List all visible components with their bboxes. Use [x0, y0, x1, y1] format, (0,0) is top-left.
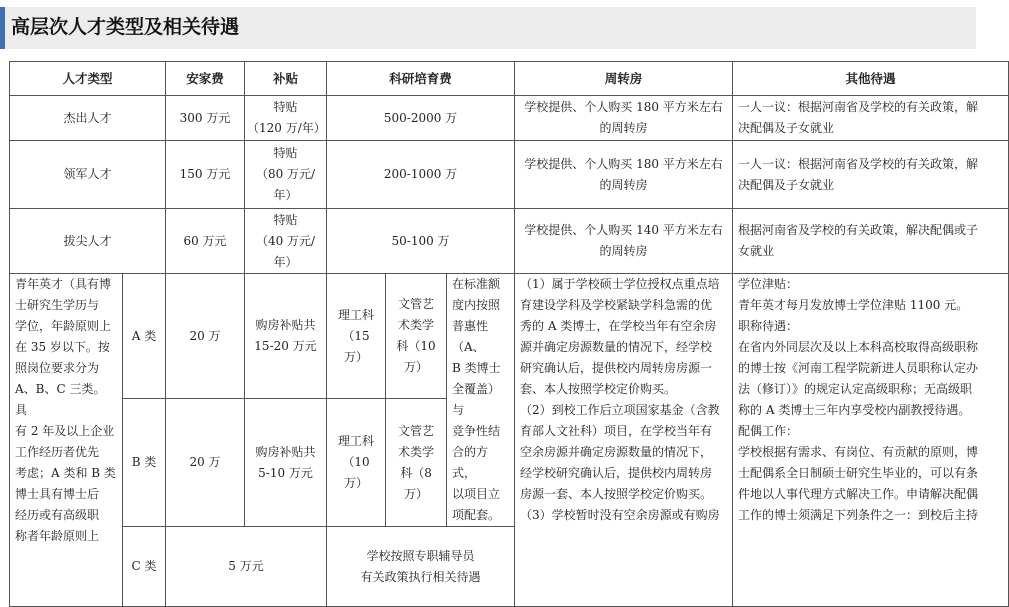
research-fee-cell: 200-1000 万	[327, 141, 515, 209]
header-research-fee: 科研培育费	[327, 62, 515, 96]
class-label-cell: A 类	[123, 274, 166, 399]
subsidy-cell: 特贴 （80 万元/ 年）	[245, 141, 327, 209]
talent-type-cell: 拔尖人才	[10, 209, 166, 274]
research-note-cell: 在标准额 度内按照 普惠性（A、 B 类博士 全覆盖）与 竞争性结 合的方式， 以项目立 项配套。	[447, 274, 515, 527]
other-cell: 根据河南省及学校的有关政策，解决配偶或子 女就业	[733, 209, 1009, 274]
talent-type-cell: 杰出人才	[10, 96, 166, 141]
settle-fee-cell: 20 万	[166, 274, 245, 399]
talent-treatment-table	[9, 61, 1009, 607]
research-fee-cell: 500-2000 万	[327, 96, 515, 141]
youth-row-a	[10, 274, 1009, 399]
youth-other-cell: 学位津贴： 青年英才每月发放博士学位津贴 1100 元。 职称待遇： 在省内外同层次及以上本科高校取得高级职称 的博士按《河南工程学院新进人员职称认定办 法（修订）》的规定认定高级职称；无高级职 称的 A 类博士三年内享受校内副教授待遇。 配偶工作： 学校根据有需求、有岗位、有贡献的原则，博 士配偶系全日制硕士研究生毕业的，可以有条 件地以人事代理方式解决工作。申请解决配偶 工作的博士须满足下列条件之一：到校后主持	[733, 274, 1009, 607]
research-fee-cell: 50-100 万	[327, 209, 515, 274]
subsidy-cell: 购房补贴共 5-10 万元	[245, 399, 327, 527]
housing-cell: 学校提供、个人购买 140 平方米左右 的周转房	[515, 209, 733, 274]
housing-cell: 学校提供、个人购买 180 平方米左右 的周转房	[515, 141, 733, 209]
header-talent-type: 人才类型	[10, 62, 166, 96]
subsidy-cell: 特贴 （40 万元/ 年）	[245, 209, 327, 274]
subsidy-cell: 特贴 （120 万/年）	[245, 96, 327, 141]
header-housing: 周转房	[515, 62, 733, 96]
science-fund-cell: 理工科 （15 万）	[327, 274, 386, 399]
c-class-research-cell: 学校按照专职辅导员 有关政策执行相关待遇	[327, 527, 515, 607]
other-cell: 一人一议：根据河南省及学校的有关政策，解 决配偶及子女就业	[733, 96, 1009, 141]
talent-type-cell: 领军人才	[10, 141, 166, 209]
table-row	[10, 141, 1009, 209]
header-settle-fee: 安家费	[166, 62, 245, 96]
c-class-combined-cell: 5 万元	[166, 527, 327, 607]
arts-fund-cell: 文管艺 术类学 科（8 万）	[386, 399, 447, 527]
header-subsidy: 补贴	[245, 62, 327, 96]
header-other: 其他待遇	[733, 62, 1009, 96]
section-title: 高层次人才类型及相关待遇	[11, 16, 240, 38]
settle-fee-cell: 20 万	[166, 399, 245, 527]
banner-accent-bar	[0, 7, 5, 49]
arts-fund-cell: 文管艺 术类学 科（10 万）	[386, 274, 447, 399]
settle-fee-cell: 300 万元	[166, 96, 245, 141]
science-fund-cell: 理工科 （10 万）	[327, 399, 386, 527]
housing-cell: 学校提供、个人购买 180 平方米左右 的周转房	[515, 96, 733, 141]
table-row	[10, 209, 1009, 274]
table-row	[10, 96, 1009, 141]
settle-fee-cell: 150 万元	[166, 141, 245, 209]
subsidy-cell: 购房补贴共 15-20 万元	[245, 274, 327, 399]
section-banner	[0, 7, 976, 49]
settle-fee-cell: 60 万元	[166, 209, 245, 274]
youth-housing-cell: （1）属于学校硕士学位授权点重点培 育建设学科及学校紧缺学科急需的优 秀的 A 类博士，在学校当年有空余房 源并确定房源数量的情况下，经学校 研究确认后，提供校内周转房房源一 套、本人按照学校定价购买。 （2）到校工作后立项国家基金（含教 育部人文社科）项目，在学校当年有 空余房源并确定房源数量的情况下， 经学校研究确认后，提供校内周转房 房源一套、本人按照学校定价购买。 （3）学校暂时没有空余房源或有购房	[515, 274, 733, 607]
header-row	[10, 62, 1009, 96]
youth-talent-desc-cell: 青年英才（具有博 士研究生学历与 学位，年龄原则上 在 35 岁以下。按 照岗位要求分为 A、B、C 三类。具 有 2 年及以上企业 工作经历者优先 考虑；A 类和 B 类 博士具有博士后 经历或有高级职 称者年龄原则上	[10, 274, 123, 607]
class-label-cell: C 类	[123, 527, 166, 607]
other-cell: 一人一议：根据河南省及学校的有关政策，解 决配偶及子女就业	[733, 141, 1009, 209]
class-label-cell: B 类	[123, 399, 166, 527]
